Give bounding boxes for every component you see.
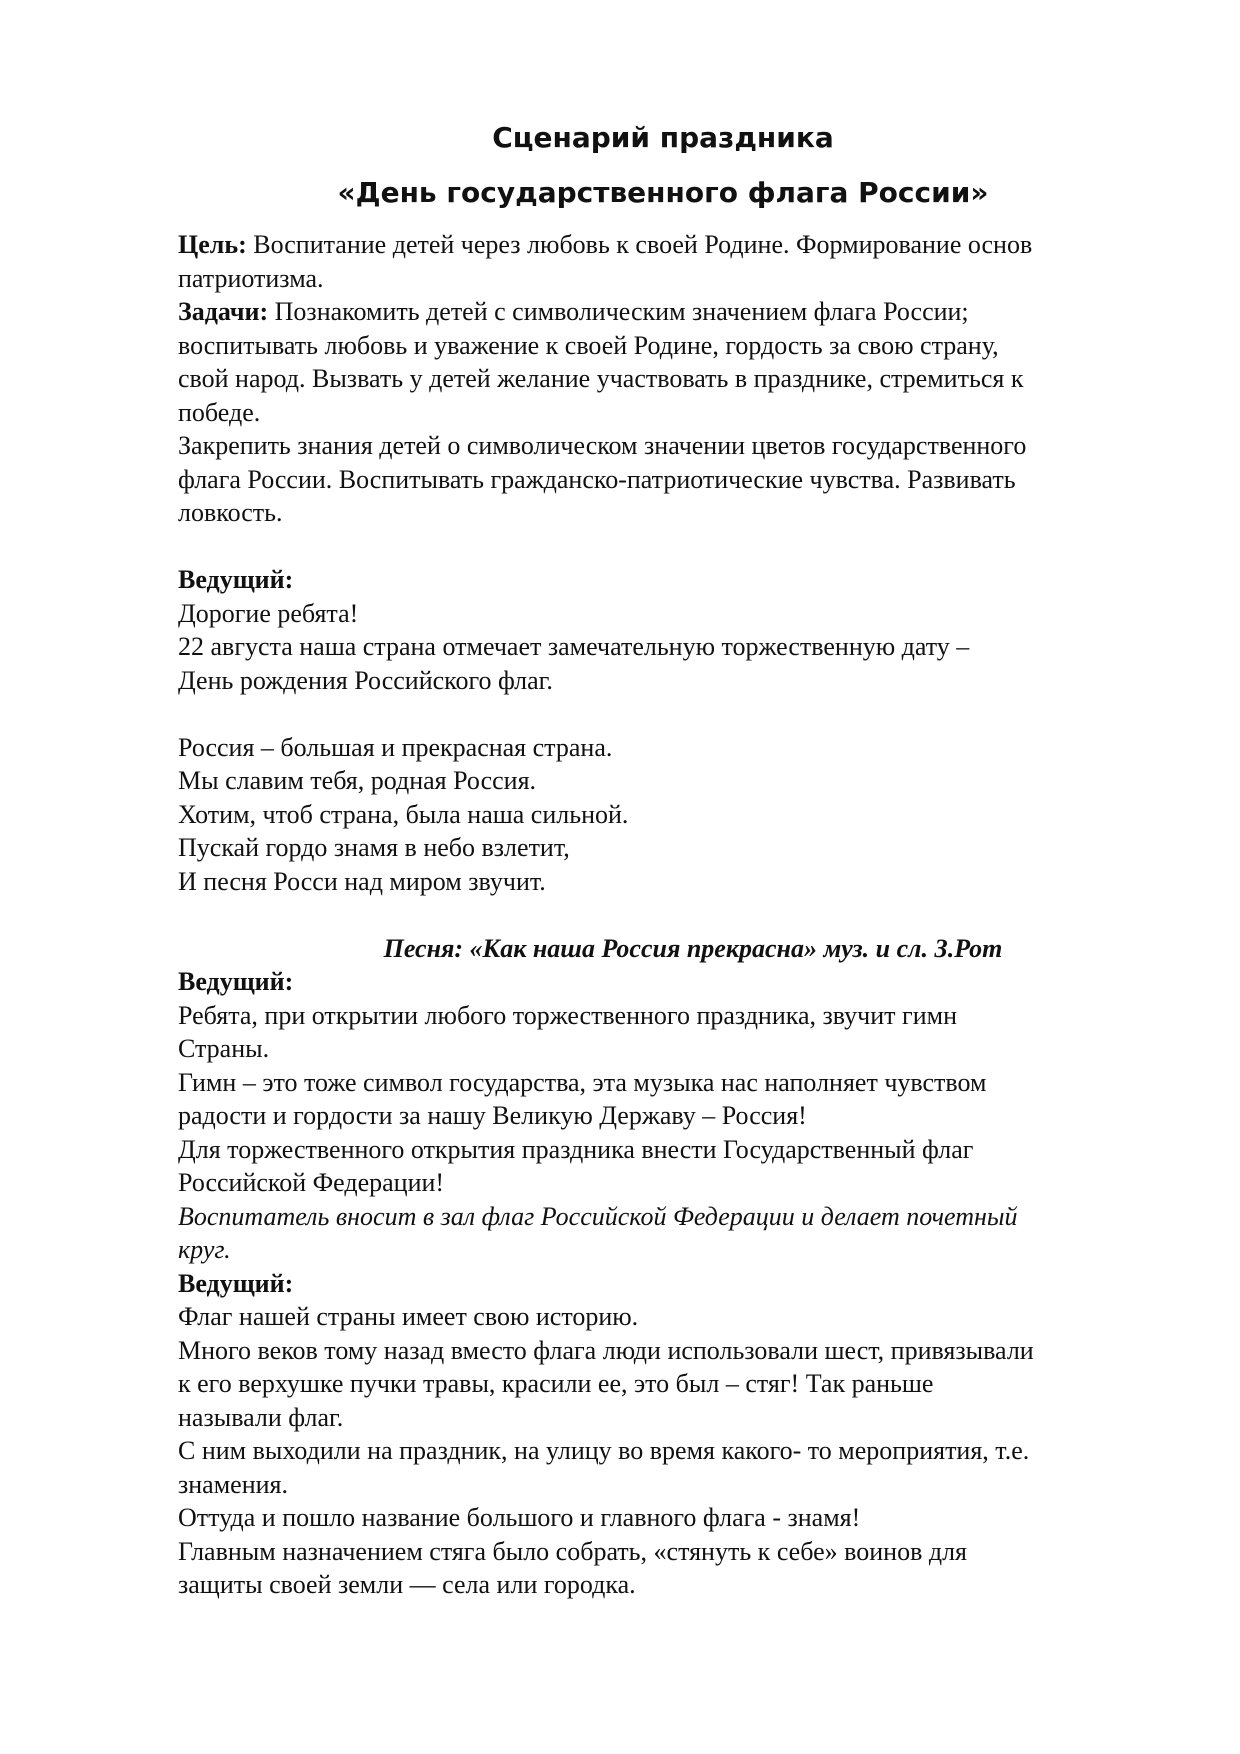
host-speech-line: к его верхушке пучки травы, красили ее, это был – стяг! Так раньше bbox=[178, 1369, 934, 1398]
document-title-line-1: Сценарий праздника bbox=[492, 121, 834, 154]
host-speech-line: Главным назначением стяга было собрать, «стянуть к себе» воинов для bbox=[178, 1536, 968, 1566]
spacer bbox=[178, 530, 1158, 564]
host-speech-line: Для торжественного открытия праздника внести Государственный флаг bbox=[178, 1134, 974, 1164]
poem-line: Мы славим тебя, родная Россия. bbox=[178, 766, 537, 795]
poem-line: Пускай гордо знамя в небо взлетит, bbox=[178, 833, 570, 862]
tasks-line: флага России. Воспитывать гражданско-патриотические чувства. Развивать bbox=[178, 464, 1016, 494]
host-speech-line: называли флаг. bbox=[178, 1402, 344, 1432]
host-speech-line: Страны. bbox=[178, 1034, 270, 1063]
host-label-1: Ведущий: bbox=[178, 565, 294, 594]
host-speech-line: знамения. bbox=[178, 1469, 289, 1499]
tasks-line-1 bbox=[178, 295, 1158, 329]
stage-direction-line: Воспитатель вносит в зал флаг Российской Федерации и делает почетный bbox=[178, 1201, 1018, 1231]
host-speech-line: 22 августа наша страна отмечает замечательную торжественную дату – bbox=[178, 632, 970, 661]
spacer bbox=[178, 697, 1158, 731]
tasks-line: воспитывать любовь и уважение к своей Родине, гордость за свою страну, bbox=[178, 330, 999, 360]
host-speech-line: День рождения Российского флаг. bbox=[178, 665, 553, 695]
goal-text: Воспитание детей через любовь к своей Родине. Формирование основ bbox=[246, 230, 1033, 259]
host-speech-line: С ним выходили на праздник, на улицу во время какого- то мероприятия, т.е. bbox=[178, 1436, 1030, 1465]
host-speech-line: Дорогие ребята! bbox=[178, 598, 359, 628]
poem-line: Россия – большая и прекрасная страна. bbox=[178, 732, 613, 762]
tasks-line: Закрепить знания детей о символическом значении цветов государственного bbox=[178, 431, 1027, 460]
document-body bbox=[178, 228, 1158, 1602]
tasks-line: свой народ. Вызвать у детей желание участвовать в празднике, стремиться к bbox=[178, 364, 1024, 393]
host-speech-line: Ребята, при открытии любого торжественного праздника, звучит гимн bbox=[178, 1000, 957, 1030]
document-title-line-2: «День государственного флага России» bbox=[337, 176, 989, 209]
goal-line-2: патриотизма. bbox=[178, 263, 324, 293]
host-speech-line: Гимн – это тоже символ государства, эта музыка нас наполняет чувством bbox=[178, 1067, 987, 1097]
host-speech-line: радости и гордости за нашу Великую Державу – Россия! bbox=[178, 1101, 807, 1130]
poem-line: Хотим, чтоб страна, была наша сильной. bbox=[178, 799, 629, 829]
host-speech-line: Российской Федерации! bbox=[178, 1168, 445, 1197]
host-speech-line: Много веков тому назад вместо флага люди использовали шест, привязывали bbox=[178, 1335, 1034, 1365]
poem-line: И песня Росси над миром звучит. bbox=[178, 866, 546, 896]
goal-line-1 bbox=[178, 228, 1158, 262]
host-speech-line: Оттуда и пошло название большого и главного флага - знамя! bbox=[178, 1503, 861, 1532]
host-label-3: Ведущий: bbox=[178, 1268, 294, 1298]
stage-direction-line: круг. bbox=[178, 1235, 231, 1264]
tasks-label: Задачи: bbox=[178, 297, 269, 326]
tasks-text: Познакомить детей с символическим значением флага России; bbox=[268, 297, 969, 326]
host-speech-line: защиты своей земли — села или городка. bbox=[178, 1570, 636, 1599]
host-speech-line: Флаг нашей страны имеет свою историю. bbox=[178, 1302, 639, 1331]
host-label-2: Ведущий: bbox=[178, 967, 294, 996]
song-heading: Песня: «Как наша Россия прекрасна» муз. и сл. З.Рот bbox=[383, 933, 1003, 963]
spacer bbox=[178, 898, 1158, 932]
tasks-line: победе. bbox=[178, 397, 261, 427]
goal-label: Цель: bbox=[178, 230, 247, 259]
tasks-line: ловкость. bbox=[178, 498, 283, 527]
